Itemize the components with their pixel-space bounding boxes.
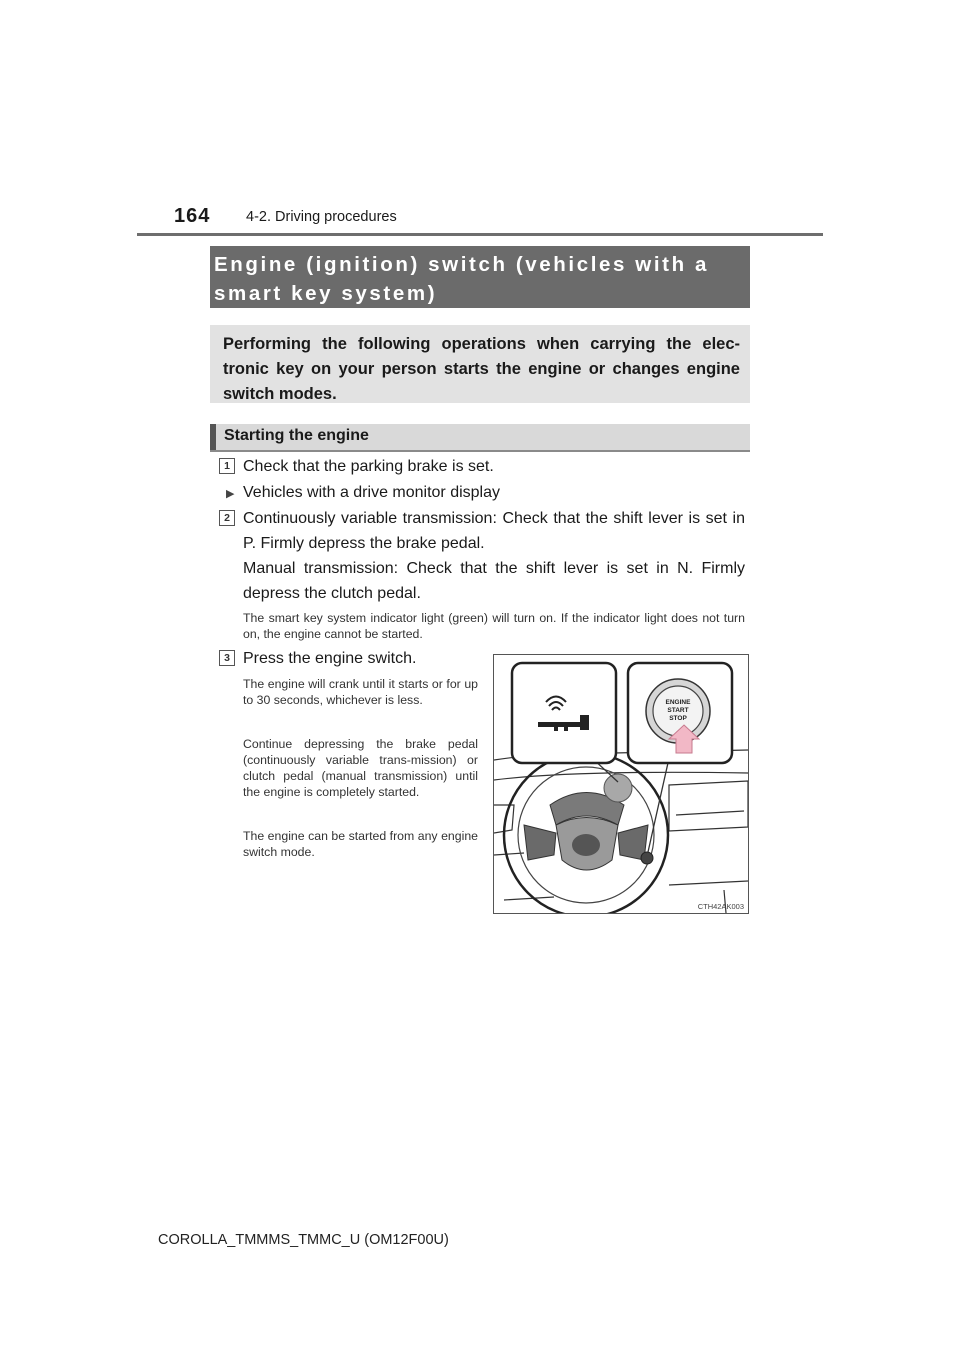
subheading-bar [210,424,216,450]
button-label-engine: ENGINE [665,699,691,706]
intro-box [210,325,750,403]
indicator-callout [512,663,616,763]
step-number-2: 2 [219,510,235,526]
engine-switch-illustration [493,654,749,914]
step-3-note-1: The engine will crank until it starts or for up to 30 seconds, whichever is less. [243,677,478,707]
subheading-text: Starting the engine [224,427,369,444]
step-2-manual-text: Manual transmission: Check that the shift lever is set in N. Firmly depress the clutch pedal. [243,560,745,602]
step-3-note-3: The engine can be started from any engine switch mode. [243,829,478,859]
page-title-box [210,246,750,308]
indicator-spot [604,774,632,802]
bullet-arrow-icon: ▶ [226,488,235,500]
page-title-line-2: smart key system) [214,282,438,305]
step-2-condition: Vehicles with a drive monitor display [243,484,501,501]
subheading [210,424,750,452]
step-number-1: 1 [219,458,235,474]
figure-code: CTH42AK003 [697,902,744,911]
section-reference: 4-2. Driving procedures [246,209,397,225]
step-2-cvt-text: Continuously variable transmission: Check that the shift lever is set in P. Firmly depress the brake pedal. [243,510,745,552]
page-title [214,250,746,308]
intro-text: Performing the following operations when carrying the elec-tronic key on your person starts the engine or changes engine switch modes. [223,335,740,403]
button-label-start: START [667,707,689,714]
header-rule [137,233,823,236]
engine-switch-small [641,852,653,864]
step-1-text: Check that the parking brake is set. [243,458,494,475]
page-number: 164 [174,205,211,227]
button-label-stop: STOP [669,715,687,722]
footer-document-id: COROLLA_TMMMS_TMMC_U (OM12F00U) [158,1232,449,1248]
step-3-note-2: Continue depressing the brake pedal (continuously variable trans-mission) or clutch pedal (manual transmission) until the engine is completely started. [243,737,478,799]
page-title-line-1: Engine (ignition) switch (vehicles with a [214,253,709,276]
steering-wheel [504,753,668,913]
step-number-3: 3 [219,650,235,666]
step-3-text: Press the engine switch. [243,650,417,667]
step-2-note: The smart key system indicator light (green) will turn on. If the indicator light does not turn on, the engine cannot be started. [243,611,745,641]
figure-drawing [494,655,748,913]
